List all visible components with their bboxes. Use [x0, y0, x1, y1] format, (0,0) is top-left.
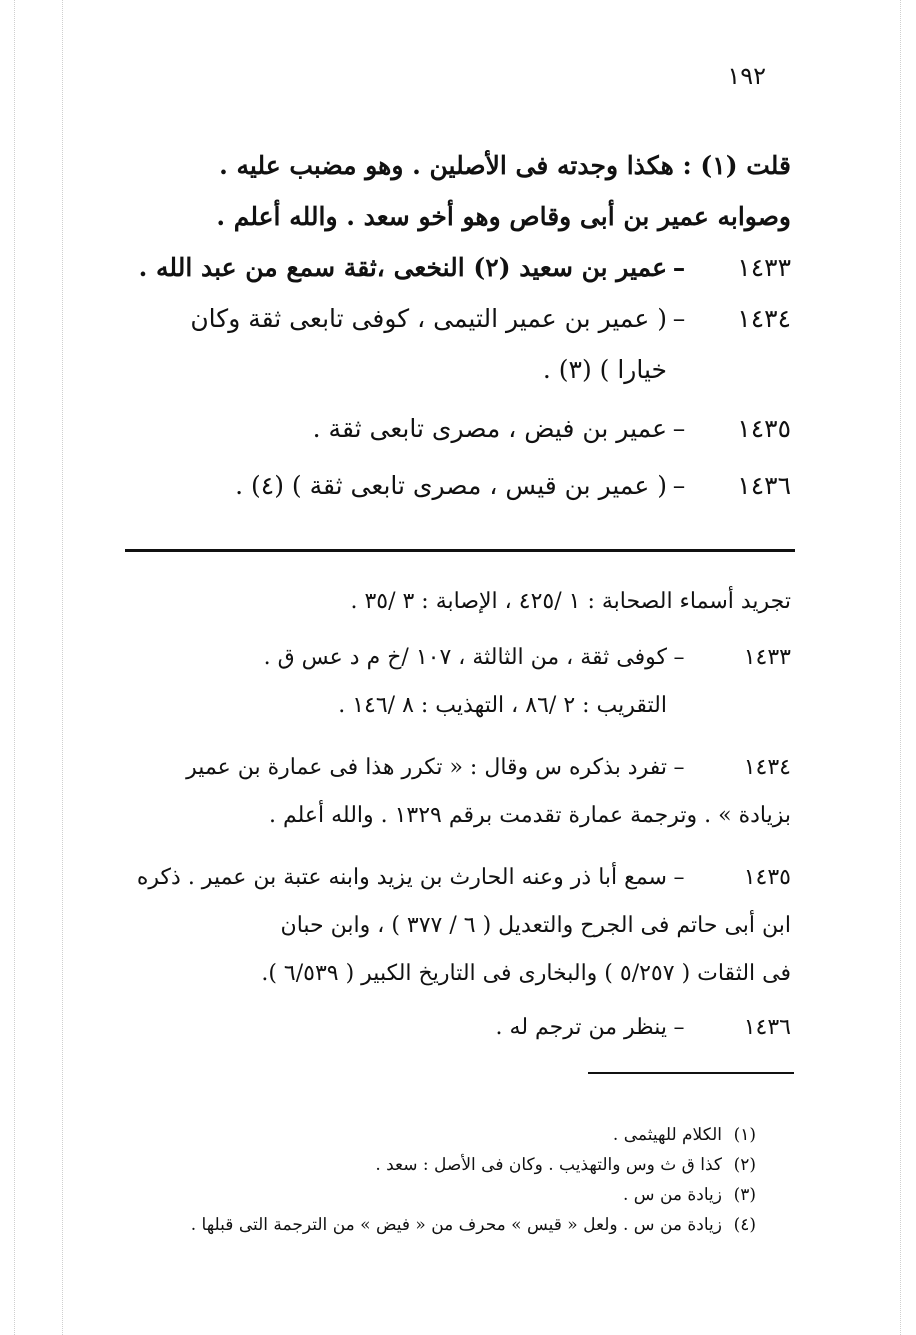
page-number: ١٩٢	[727, 62, 766, 90]
entry-dash: –	[672, 253, 686, 282]
scan-guide-line	[62, 0, 63, 1335]
note-number: ١٤٣٦	[743, 1015, 791, 1040]
note-text: سمع أبا ذر وعنه الحارث بن يزيد وابنه عتبة بن عمير . ذكره	[136, 865, 667, 890]
entry-1433	[91, 242, 791, 293]
entry-text: ( عمير بن قيس ، مصرى تابعى ثقة ) (٤) .	[235, 471, 667, 500]
footnote-text: كذا ق ث وس والتهذيب . وكان فى الأصل : سعد .	[375, 1155, 722, 1175]
main-text-block	[91, 140, 791, 511]
note-1435	[91, 854, 791, 998]
entry-number: ١٤٣٣	[737, 253, 791, 282]
footnote-text: زيادة من س .	[622, 1185, 722, 1205]
note-1436	[91, 1004, 791, 1052]
note-dash: –	[673, 645, 685, 670]
entry-dash: –	[672, 304, 686, 333]
footnote-item	[116, 1210, 756, 1240]
entry-text: ( عمير بن عمير التيمى ، كوفى تابعى ثقة وكان	[190, 304, 667, 333]
note-dash: –	[673, 865, 685, 890]
footnote-divider	[588, 1072, 794, 1074]
note-text: تفرد بذكره س وقال : « تكرر هذا فى عمارة بن عمير	[186, 755, 667, 780]
entry-1434	[91, 293, 791, 395]
footnote-item	[116, 1150, 756, 1180]
entry-1436	[91, 460, 791, 511]
footnotes	[116, 1120, 756, 1240]
footnote-number: (٤)	[733, 1215, 756, 1235]
note-continuation: ابن أبى حاتم فى الجرح والتعديل ( ٦ / ٣٧٧ ) ، وابن حبان	[280, 913, 791, 938]
entry-continuation: خيارا ) (٣) .	[542, 355, 667, 384]
notes-intro: تجريد أسماء الصحابة : ١ /٤٢٥ ، الإصابة : ٣ /٣٥ .	[350, 589, 791, 614]
entry-number: ١٤٣٤	[737, 304, 791, 333]
entry-text: عمير بن فيض ، مصرى تابعى ثقة .	[312, 414, 667, 443]
footnote-text: الكلام للهيثمى .	[612, 1125, 722, 1145]
note-dash: –	[673, 755, 685, 780]
note-continuation: بزيادة » . وترجمة عمارة تقدمت برقم ١٣٢٩ . والله أعلم .	[268, 803, 791, 828]
note-1433	[91, 634, 791, 730]
note-number: ١٤٣٤	[743, 755, 791, 780]
footnote-item	[116, 1120, 756, 1150]
note-text: ينظر من ترجم له .	[495, 1015, 667, 1040]
note-number: ١٤٣٥	[743, 865, 791, 890]
footnote-number: (٣)	[733, 1185, 756, 1205]
notes-block	[91, 578, 791, 1052]
entry-dash: –	[672, 414, 686, 443]
note-number: ١٤٣٣	[743, 645, 791, 670]
note-text: كوفى ثقة ، من الثالثة ، ١٠٧ /خ م د عس ق .	[263, 645, 667, 670]
section-divider	[125, 549, 795, 552]
intro-line: وصوابه عمير بن أبى وقاص وهو أخو سعد . والله أعلم .	[216, 202, 791, 231]
footnote-text: زيادة من س . ولعل « قيس » محرف من « فيض » من الترجمة التى قبلها .	[190, 1215, 722, 1235]
note-continuation: فى الثقات ( ٥/٢٥٧ ) والبخارى فى التاريخ الكبير ( ٦/٥٣٩ ).	[261, 961, 791, 986]
entry-text: عمير بن سعيد (٢) النخعى ،ثقة سمع من عبد الله .	[138, 253, 667, 282]
note-dash: –	[673, 1015, 685, 1040]
footnote-item	[116, 1180, 756, 1210]
note-continuation: التقريب : ٢ /٨٦ ، التهذيب : ٨ /١٤٦ .	[338, 693, 667, 718]
footnote-number: (٢)	[733, 1155, 756, 1175]
entry-number: ١٤٣٦	[737, 471, 791, 500]
entry-dash: –	[672, 471, 686, 500]
scan-guide-line	[900, 0, 901, 1335]
intro-line: قلت (١) : هكذا وجدته فى الأصلين . وهو مضبب عليه .	[219, 151, 791, 180]
entry-1435	[91, 403, 791, 454]
footnote-number: (١)	[733, 1125, 756, 1145]
note-1434	[91, 744, 791, 840]
entry-number: ١٤٣٥	[737, 414, 791, 443]
scan-guide-line	[14, 0, 15, 1335]
